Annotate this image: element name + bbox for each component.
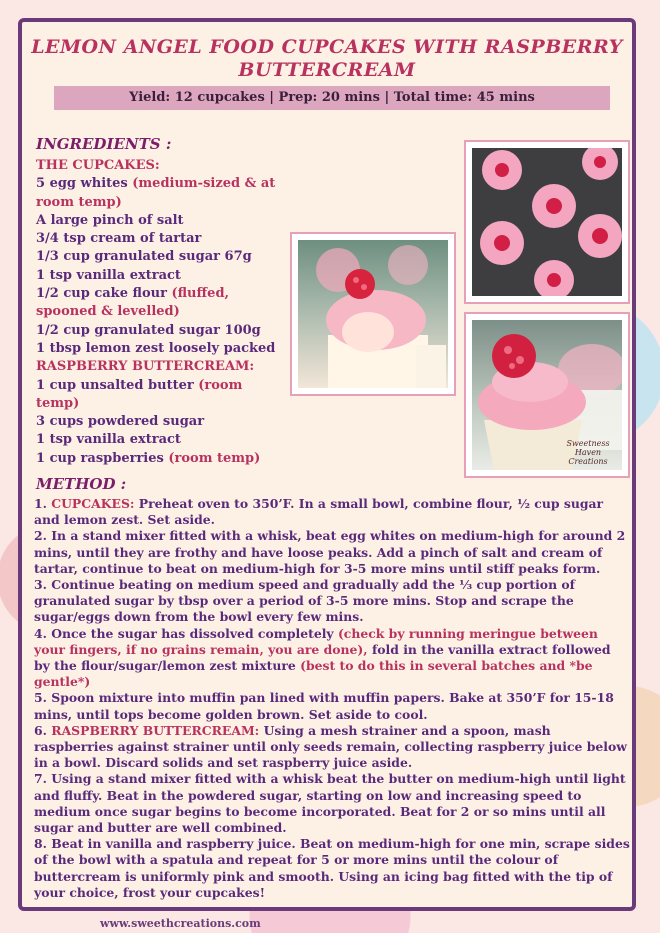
buttercream-items	[36, 377, 286, 468]
ingredient-item: 1 tsp vanilla extract	[36, 267, 181, 283]
ingredient-item: 5 egg whites (medium-sized & at room temp)	[36, 176, 276, 210]
photo-bitten-cupcake	[290, 232, 456, 396]
buttercream-subheading: RASPBERRY BUTTERCREAM:	[36, 359, 255, 375]
recipe-card	[18, 18, 636, 911]
ingredient-item: 1 tsp vanilla extract	[36, 432, 181, 448]
photo-side-view-cupcake	[464, 312, 630, 478]
method-step-6: 6. RASPBERRY BUTTERCREAM: Using a mesh strainer and a spoon, mash raspberries against strainer until only seeds remain, collecting raspberry juice below in a bowl. Discard solids and set raspberry juice aside.	[34, 722, 627, 771]
method-step-4: 4. Once the sugar has dissolved completely (check by running meringue between your fingers, if no grains remain, you are done), fold in the vanilla extract followed by the flour/sugar/lemon zest mixture (best to do this in several batches and *be gentle*)	[34, 625, 611, 690]
method-heading: METHOD :	[36, 475, 127, 493]
method-step-1: 1. CUPCAKES: Preheat oven to 350’F. In a small bowl, combine flour, ½ cup sugar and lemon zest. Set aside.	[34, 496, 604, 528]
footer-website[interactable]: www.sweethcreations.com	[100, 917, 261, 930]
ingredient-item: 3 cups powdered sugar	[36, 414, 205, 430]
title-line-2: BUTTERCREAM	[238, 59, 416, 81]
ingredient-item: 1 cup unsalted butter (room temp)	[36, 377, 243, 411]
method-step-5: 5. Spoon mixture into muffin pan lined with muffin papers. Bake at 350’F for 15-18 mins, until tops become golden brown. Set aside to cool.	[34, 690, 614, 722]
ingredient-item: 1/2 cup cake flour (fluffed, spooned & levelled)	[36, 286, 230, 320]
recipe-title	[22, 36, 632, 82]
title-line-1: LEMON ANGEL FOOD CUPCAKES WITH RASPBERRY	[31, 36, 623, 58]
cupcake-cross-section-icon	[298, 240, 448, 388]
ingredient-item: 1 cup raspberries (room temp)	[36, 450, 261, 466]
ingredient-item: 1/3 cup granulated sugar 67g	[36, 249, 252, 265]
yield-bar: Yield: 12 cupcakes | Prep: 20 mins | Total time: 45 mins	[54, 86, 610, 110]
cupcakes-subheading: THE CUPCAKES:	[36, 158, 160, 173]
photo-top-view-cupcakes	[464, 140, 630, 304]
cupcakes-tray-icon	[472, 148, 622, 296]
ingredient-item: A large pinch of salt	[36, 212, 184, 228]
method-step-8: 8. Beat in vanilla and raspberry juice. Beat on medium-high for one min, scrape sides of the bowl with a spatula and repeat for 5 or more mins until the colour of buttercream is uniformly pink and smooth. Using an icing bag fitted with the tip of your choice, frost your cupcakes!	[34, 836, 630, 900]
ingredient-item: 1/2 cup granulated sugar 100g	[36, 322, 261, 338]
method-step-2: 2. In a stand mixer fitted with a whisk, beat egg whites on medium-high for around 2 mins, until they are frothy and have loose peaks. Add a pinch of salt and cream of tartar, continue to beat on medium-high for 3-5 more mins until stiff peaks form.	[34, 528, 626, 576]
photo-watermark: Sweetness Haven Creations	[566, 439, 610, 466]
method-steps	[34, 496, 630, 901]
ingredient-item: 3/4 tsp cream of tartar	[36, 231, 202, 247]
method-step-3: 3. Continue beating on medium speed and gradually add the ⅓ cup portion of granulated sugar by tbsp over a period of 3-5 more mins. Stop and scrape the sugar/eggs down from the bowl every few mins.	[34, 577, 575, 625]
ingredient-item: 1 tbsp lemon zest loosely packed	[36, 340, 276, 356]
ingredients-heading: INGREDIENTS :	[36, 135, 172, 153]
ingredients-list	[36, 157, 286, 468]
cupcake-items	[36, 175, 286, 358]
method-step-7: 7. Using a stand mixer fitted with a whisk beat the butter on medium-high until light and fluffy. Beat in the powdered sugar, starting on low and increasing speed to medium once sugar begins to become incorporated. Beat for 2 or so mins until all sugar and butter are well combined.	[34, 771, 626, 836]
